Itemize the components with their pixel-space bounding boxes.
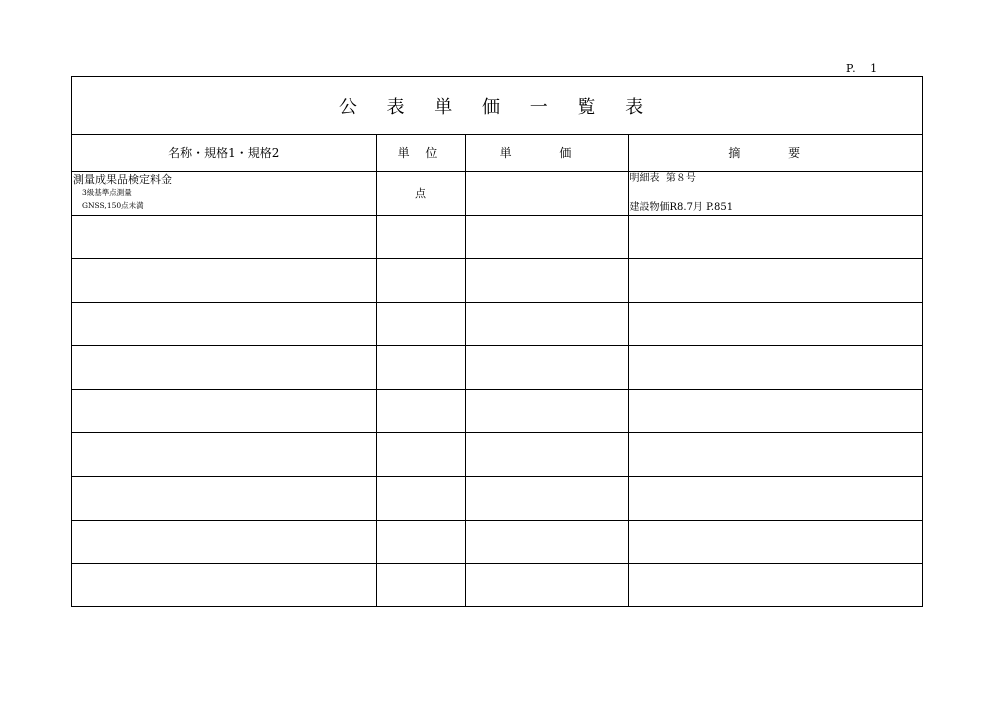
item-spec2: GNSS,150点未満 [82, 200, 144, 210]
price-cell [465, 259, 628, 303]
remarks-cell [628, 564, 922, 608]
price-cell [465, 346, 628, 390]
unit-cell [376, 215, 465, 259]
remarks-cell [628, 302, 922, 346]
name-cell [72, 259, 376, 303]
name-cell [72, 433, 376, 477]
table-row [72, 433, 922, 477]
table-row [72, 215, 922, 259]
table-header-row [72, 135, 922, 171]
header-price: 単 価 [465, 135, 628, 171]
price-table [72, 135, 922, 607]
table-row [72, 171, 922, 215]
name-cell [72, 171, 376, 215]
price-cell [465, 564, 628, 608]
unit-cell: 点 [376, 171, 465, 215]
name-cell [72, 302, 376, 346]
price-cell [465, 520, 628, 564]
name-cell [72, 346, 376, 390]
unit-cell [376, 259, 465, 303]
remarks-cell [628, 520, 922, 564]
remarks-cell [628, 259, 922, 303]
table-row [72, 389, 922, 433]
unit-cell [376, 302, 465, 346]
item-name: 測量成果品検定料金 [73, 172, 172, 186]
price-cell [465, 302, 628, 346]
unit-cell [376, 433, 465, 477]
remarks-cell [628, 477, 922, 521]
item-spec1: 3級基準点測量 [82, 187, 132, 197]
table-row [72, 477, 922, 521]
remark-line1: 明細表 第８号 [629, 172, 696, 184]
unit-cell [376, 520, 465, 564]
header-name: 名称・規格1・規格2 [72, 135, 376, 171]
table-row [72, 564, 922, 608]
name-cell [72, 520, 376, 564]
remarks-cell [628, 171, 922, 215]
remarks-cell [628, 346, 922, 390]
unit-cell [376, 477, 465, 521]
unit-cell [376, 389, 465, 433]
header-unit: 単 位 [376, 135, 465, 171]
price-cell [465, 433, 628, 477]
page-title: 公 表 単 価 一 覧 表 [72, 77, 922, 135]
price-cell [465, 389, 628, 433]
price-cell [465, 171, 628, 215]
name-cell [72, 389, 376, 433]
remarks-cell [628, 215, 922, 259]
price-list-sheet [71, 76, 923, 607]
remark-line2: 建設物価R8.7月 P.851 [629, 201, 734, 213]
unit-cell [376, 564, 465, 608]
header-remarks: 摘 要 [628, 135, 922, 171]
name-cell [72, 564, 376, 608]
table-row [72, 302, 922, 346]
name-cell [72, 477, 376, 521]
table-row [72, 346, 922, 390]
page-number: P. 1 [846, 62, 879, 75]
price-cell [465, 477, 628, 521]
unit-cell [376, 346, 465, 390]
table-row [72, 520, 922, 564]
name-cell [72, 215, 376, 259]
remarks-cell [628, 389, 922, 433]
price-cell [465, 215, 628, 259]
remarks-cell [628, 433, 922, 477]
table-row [72, 259, 922, 303]
